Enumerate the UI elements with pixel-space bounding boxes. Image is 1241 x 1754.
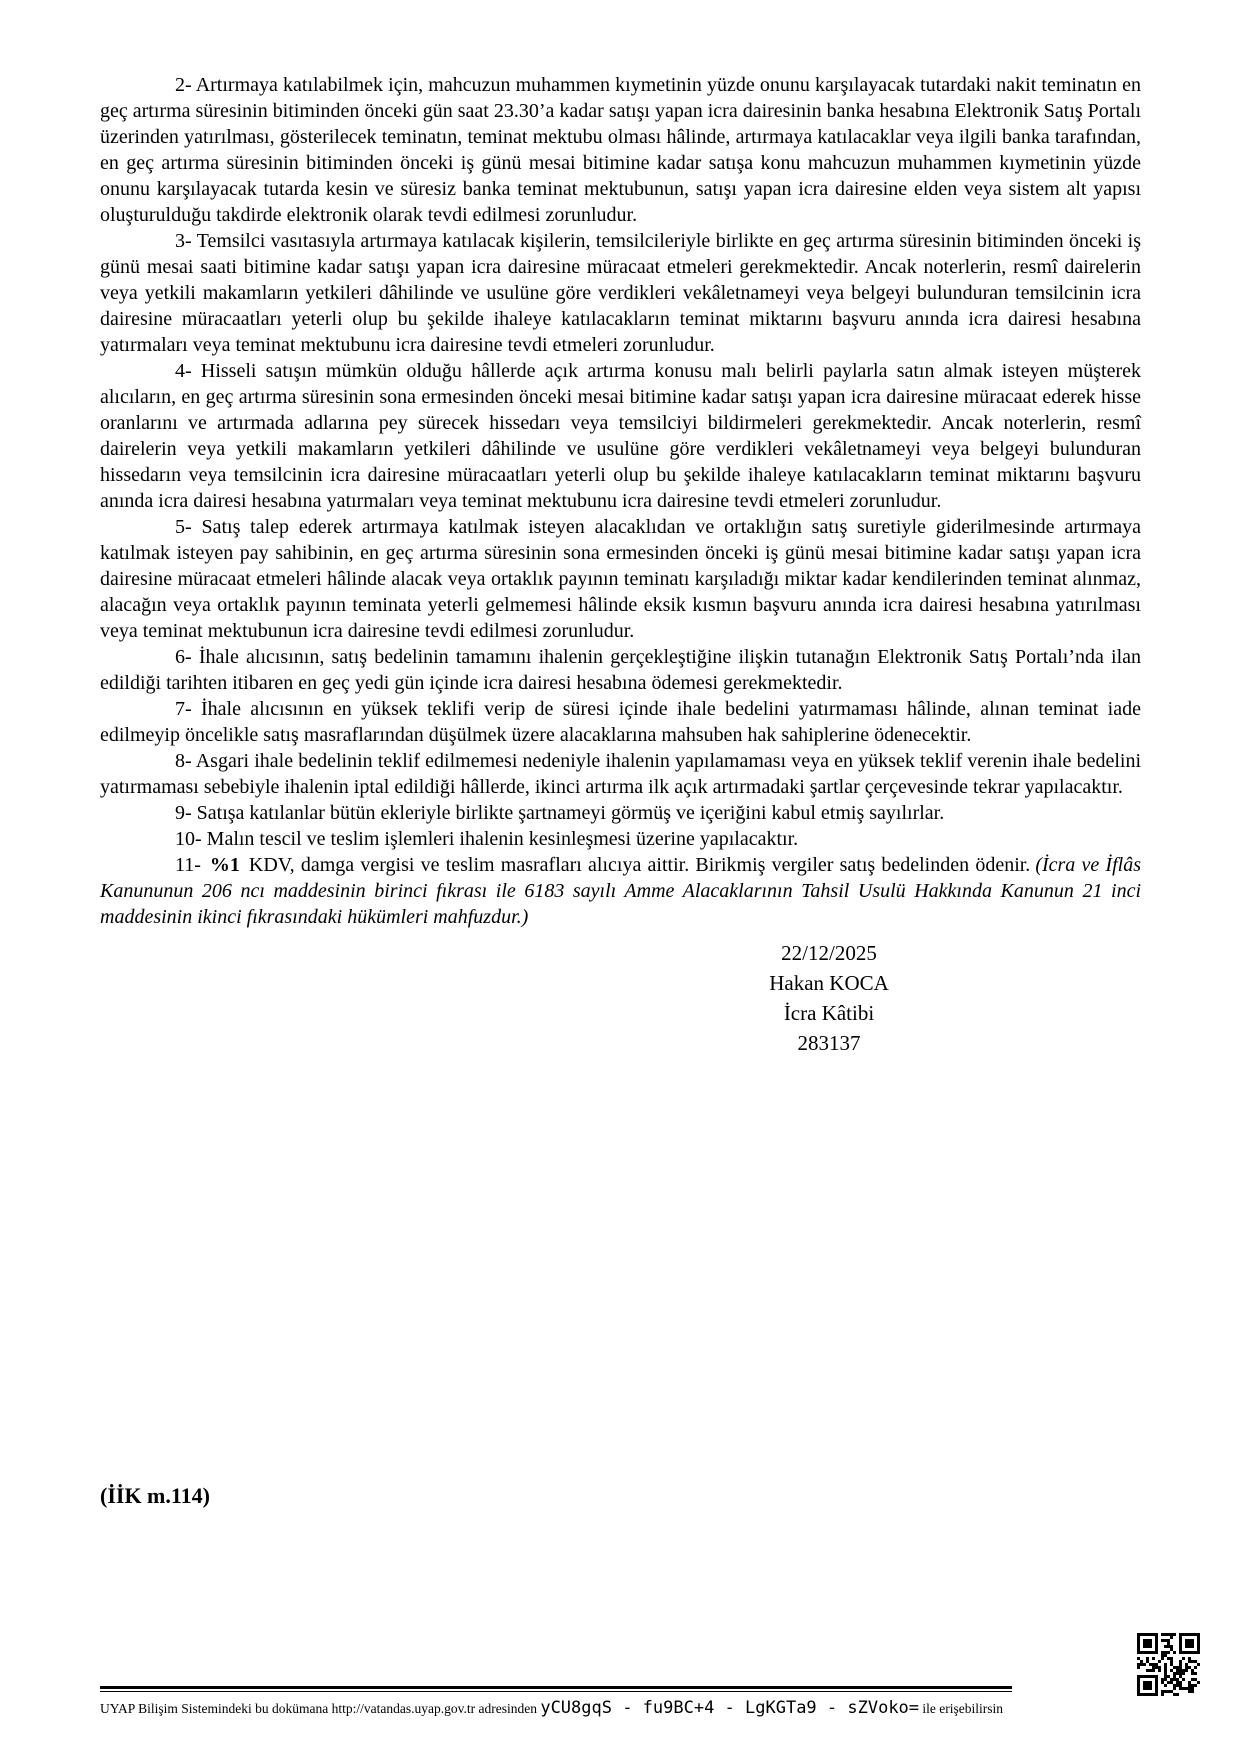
signature-block <box>674 938 984 1058</box>
document-content <box>100 72 1141 1058</box>
footer-access-code: yCU8gqS - fu9BC+4 - LgKGTa9 - sZVoko= <box>540 1698 920 1718</box>
footer-access-prefix: UYAP Bilişim Sistemindeki bu dokümana http://vatandas.uyap.gov.tr adresinden <box>100 1701 537 1716</box>
footer-divider <box>100 1686 1012 1692</box>
document-body <box>100 72 1141 852</box>
qr-code-icon <box>1137 1633 1200 1696</box>
footer-access-note <box>100 1698 1200 1719</box>
paragraph-4: 4- Hisseli satışın mümkün olduğu hâllerde açık artırma konusu malı belirli paylarla satın almak isteyen müşterek alıcıların, en geç artırma süresinin sona ermesinden önceki mesai bitimine kadar satışı yapan icra dairesine müracaat ederek hisse oranlarını ve artırmada adlarına pey sürecek hissedarı veya temsilciyi bildirmeleri gerekmektedir. Ancak noterlerin, resmî dairelerin veya yetkili makamların yetkileri dâhilinde ve usulüne göre verdikleri vekâletnameyi veya belgeyi bulunduran hissedarın veya temsilcinin icra dairesine müracaatları yeterli olup bu şekilde ihaleye katılacakların teminat miktarını başvuru anında icra dairesi hesabına yatırmaları veya teminat mektubunu icra dairesine tevdi etmeleri zorunludur. <box>100 360 1141 512</box>
law-reference: (İİK m.114) <box>100 1483 210 1508</box>
clause-11-body: KDV, damga vergisi ve teslim masrafları alıcıya aittir. Birikmiş vergiler satış bedelinden ödenir. <box>248 854 1031 876</box>
paragraph-11 <box>100 852 1141 930</box>
footer-access-suffix: ile erişebilirsin <box>922 1701 1004 1716</box>
clause-11-legal-note: (İcra ve İflâs Kanununun 206 ncı maddesinin birinci fıkrası ile 6183 sayılı Amme Alacaklarının Tahsil Usulü Hakkında Kanunun 21 inci maddesinin ikinci fıkrasındaki hükümleri mahfuzdur.) <box>100 854 1141 928</box>
paragraph-8: 8- Asgari ihale bedelinin teklif edilmemesi nedeniyle ihalenin yapılamaması veya en yüksek teklif verenin ihale bedelini yatırmaması sebebiyle ihalenin iptal edildiği hâllerde, ikinci artırma ilk açık artırmadaki şartlar çerçevesinde tekrar yapılacaktır. <box>100 750 1141 798</box>
signature-title: İcra Kâtibi <box>783 1001 875 1025</box>
paragraph-5: 5- Satış talep ederek artırmaya katılmak isteyen alacaklıdan ve ortaklığın satış suretiyle giderilmesinde artırmaya katılmak isteyen pay sahibinin, en geç artırma süresinin sona ermesinden önceki iş günü mesai bitimine kadar satışı yapan icra dairesine müracaat etmeleri hâlinde alacak veya ortaklık payının teminatı karşıladığı miktar kadar kendilerinden teminat alınmaz, alacağın veya ortaklık payının teminata yeterli gelmemesi hâlinde eksik kısmın başvuru anında icra dairesi hesabına yatırılması veya teminat mektubunun icra dairesine tevdi edilmesi zorunludur. <box>100 516 1141 642</box>
paragraph-9: 9- Satışa katılanlar bütün ekleriyle birlikte şartnameyi görmüş ve içeriğini kabul etmiş sayılırlar. <box>175 802 945 824</box>
paragraph-7: 7- İhale alıcısının en yüksek teklifi verip de süresi içinde ihale bedelini yatırmaması hâlinde, alınan teminat iade edilmeyip öncelikle satış masraflarından düşülmek üzere alacaklarına mahsuben hak sahiplerine ödenecektir. <box>100 698 1141 746</box>
paragraph-3: 3- Temsilci vasıtasıyla artırmaya katılacak kişilerin, temsilcileriyle birlikte en geç artırma süresinin bitiminden önceki iş günü mesai saati bitimine kadar satışı yapan icra dairesine müracaat etmeleri gerekmektedir. Ancak noterlerin, resmî dairelerin veya yetkili makamların yetkileri dâhilinde ve usulüne göre verdikleri vekâletnameyi veya belgeyi bulunduran temsilcinin icra dairesine müracaatları yeterli olup bu şekilde ihaleye katılacakların teminat miktarını başvuru anında icra dairesi hesabına yatırmaları veya teminat mektubunu icra dairesine tevdi etmeleri zorunludur. <box>100 230 1141 356</box>
paragraph-10: 10- Malın tescil ve teslim işlemleri ihalenin kesinleşmesi üzerine yapılacaktır. <box>175 828 799 850</box>
signature-registry-number: 283137 <box>797 1031 861 1055</box>
signature-name: Hakan KOCA <box>769 971 889 995</box>
paragraph-2: 2- Artırmaya katılabilmek için, mahcuzun muhammen kıymetinin yüzde onunu karşılayacak tutardaki nakit teminatın en geç artırma süresinin bitiminden önceki gün saat 23.30’a kadar satışı yapan icra dairesinin banka hesabına Elektronik Satış Portalı üzerinden yatırılması, gösterilecek teminatın, teminat mektubu olması hâlinde, artırmaya katılacaklar veya ilgili banka tarafından, en geç artırma süresinin bitiminden önceki iş günü mesai bitimine kadar satışa konu mahcuzun muhammen kıymetinin yüzde onunu karşılayacak tutarda kesin ve süresiz banka teminat mektubunun, satışı yapan icra dairesine elden veya sistem alt yapısı oluşturulduğu takdirde elektronik olarak tevdi edilmesi zorunludur. <box>100 74 1141 226</box>
kdv-rate-bold: %1 <box>209 854 240 876</box>
paragraph-6: 6- İhale alıcısının, satış bedelinin tamamını ihalenin gerçekleştiğine ilişkin tutanağın Elektronik Satış Portalı’nda ilan edildiği tarihten itibaren en geç yedi gün içinde icra dairesi hesabına ödemesi gerekmektedir. <box>100 646 1141 694</box>
signature-date: 22/12/2025 <box>781 941 877 965</box>
clause-11-number: 11- <box>175 854 201 876</box>
